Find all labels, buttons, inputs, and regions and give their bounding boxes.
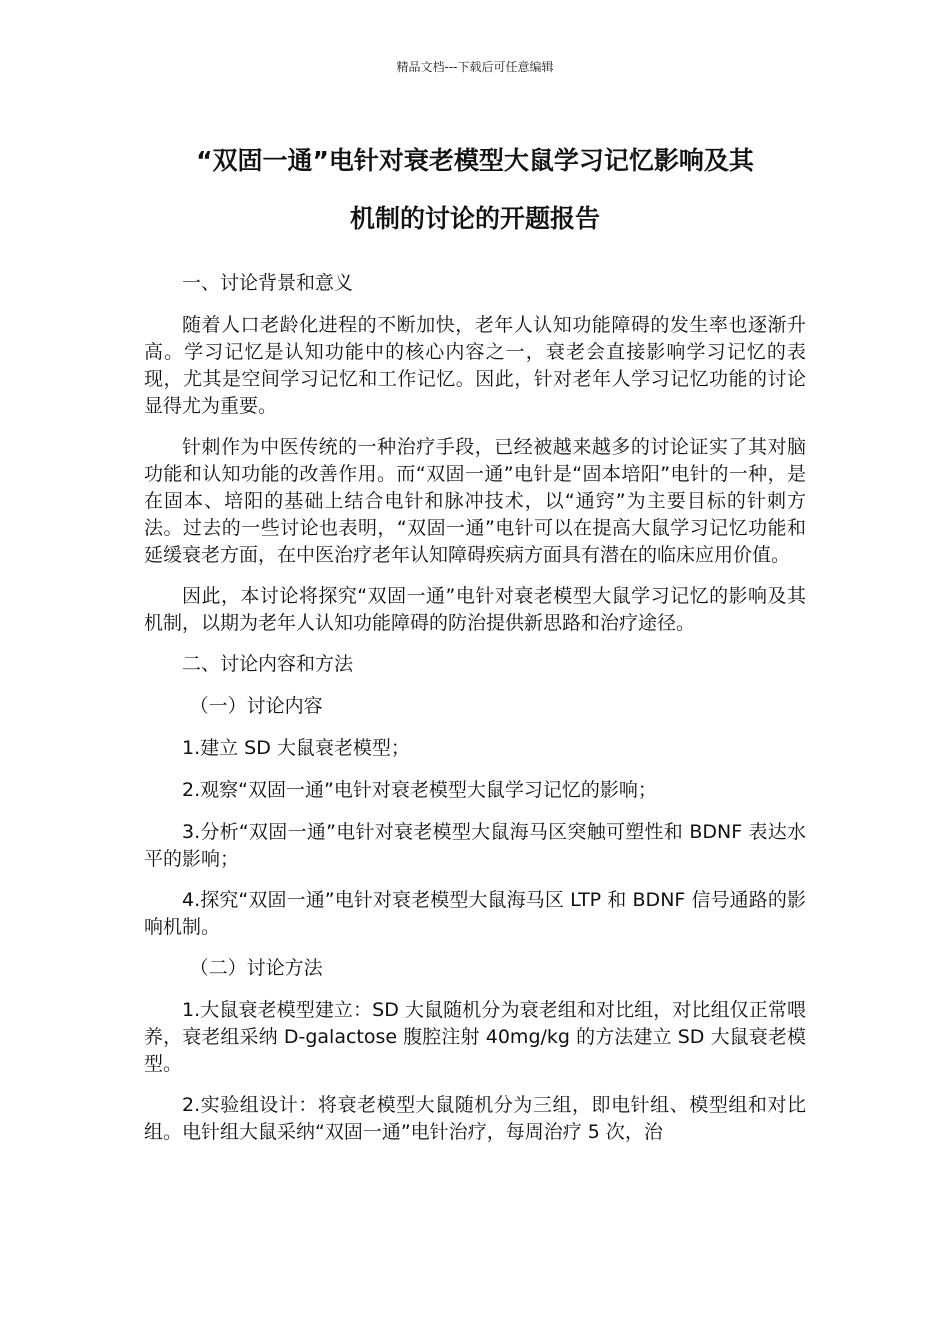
page-header: 精品文档---下载后可任意编辑	[396, 60, 554, 74]
list-item-content-4: 4.探究“双固一通”电针对衰老模型大鼠海马区 LTP 和 BDNF 信号通路的影响机制。	[144, 889, 806, 938]
paragraph-acupuncture: 针刺作为中医传统的一种治疗手段，已经被越来越多的讨论证实了其对脑功能和认知功能的改善作用。而“双固一通”电针是“固本培阳”电针的一种，是在固本、培阳的基础上结合电针和脉冲技术，以“通窍”为主要目标的针刺方法。过去的一些讨论也表明，“双固一通”电针可以在提高大鼠学习记忆功能和延缓衰老方面，在中医治疗老年认知障碍疾病方面具有潜在的临床应用价值。	[144, 436, 806, 566]
subsection-heading-methods: （二）讨论方法	[189, 957, 323, 979]
list-item-content-2: 2.观察“双固一通”电针对衰老模型大鼠学习记忆的影响；	[182, 779, 657, 801]
list-item-method-1: 1.大鼠衰老模型建立：SD 大鼠随机分为衰老组和对比组，对比组仅正常喂养，衰老组采纳 D-galactose 腹腔注射 40mg/kg 的方法建立 SD 大鼠衰老模型。	[144, 999, 806, 1075]
section-heading-content-methods: 二、讨论内容和方法	[182, 653, 354, 675]
subsection-heading-content: （一）讨论内容	[189, 695, 323, 717]
title-line-2: 机制的讨论的开题报告	[349, 204, 600, 233]
paragraph-research-aim: 因此，本讨论将探究“双固一通”电针对衰老模型大鼠学习记忆的影响及其机制，以期为老年人认知功能障碍的防治提供新思路和治疗途径。	[144, 585, 806, 634]
document-title	[120, 132, 830, 248]
list-item-content-3: 3.分析“双固一通”电针对衰老模型大鼠海马区突触可塑性和 BDNF 表达水平的影响；	[144, 821, 806, 870]
paragraph-aging-cognition: 随着人口老龄化进程的不断加快，老年人认知功能障碍的发生率也逐渐升高。学习记忆是认知功能中的核心内容之一，衰老会直接影响学习记忆的表现，尤其是空间学习记忆和工作记忆。因此，针对老年人学习记忆功能的讨论显得尤为重要。	[144, 314, 806, 417]
document-body	[144, 270, 806, 1160]
list-item-content-1: 1.建立 SD 大鼠衰老模型；	[182, 737, 410, 759]
section-heading-background: 一、讨论背景和意义	[182, 272, 354, 294]
title-line-1: “双固一通”电针对衰老模型大鼠学习记忆影响及其	[196, 146, 754, 175]
list-item-method-2: 2.实验组设计：将衰老模型大鼠随机分为三组，即电针组、模型组和对比组。电针组大鼠采纳“双固一通”电针治疗，每周治疗 5 次，治	[144, 1094, 806, 1143]
